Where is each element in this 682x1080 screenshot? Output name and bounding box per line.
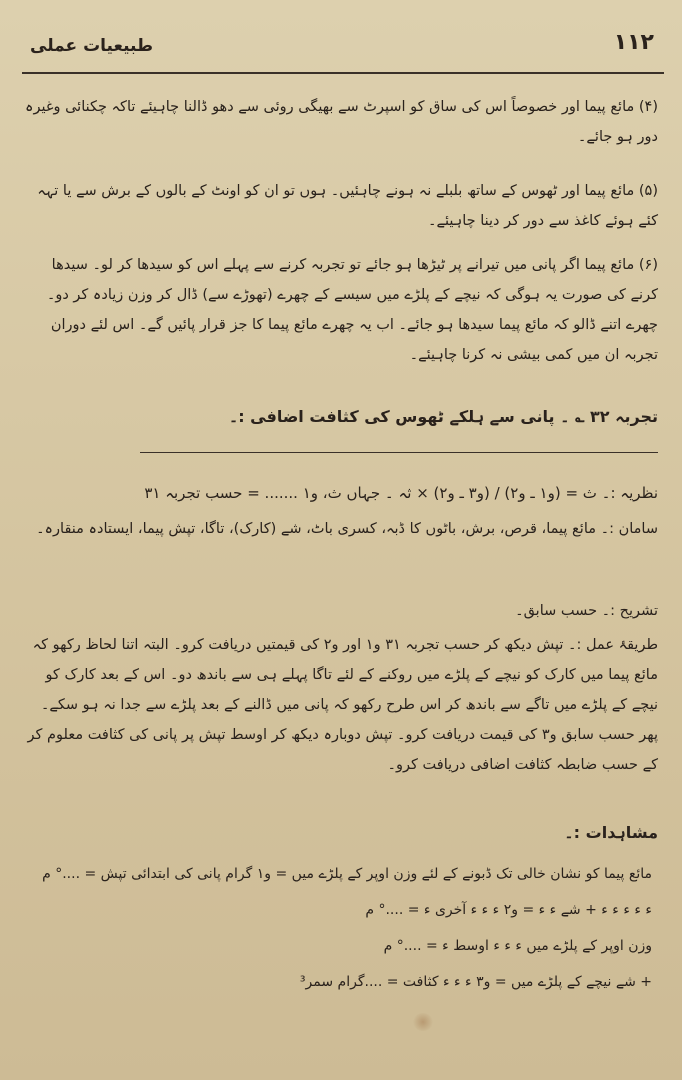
observation-row-3: وزن اوپر کے پلڑے میں ء ء ء اوسط ء = ....° م xyxy=(383,938,652,954)
observation-row-2: ء ء ء ء ء + شے ء ء = و۲ ء ء ء آخری ء = ....° م xyxy=(365,902,652,918)
paragraph-4: (۴) مائع پیما اور خصوصاً اس کی ساق کو اسپرٹ سے بھیگی روئی سے دھو ڈالنا چاہیئے تاکہ چکنائی وغیرہ دور ہو جائے۔ xyxy=(25,99,658,145)
explanation: تشریح :۔ حسب سابق۔ xyxy=(515,603,658,619)
paragraph-6: (۶) مائع پیما اگر پانی میں تیرانے پر ٹیڑھا ہو جائے تو تجربہ کرنے سے پہلے اس کو سیدھا کر لو۔ سیدھا کرنے کی صورت یہ ہوگی کہ نیچے کے پلڑے میں سیسے کے چھرے (تھوڑے سے) ڈال کر وزن زیادہ کر دو۔ چھرے اتنے ڈالو کہ مائع پیما سیدھا ہو جائے۔ اب یہ چھرے مائع پیما کا جز قرار پائیں گے۔ اس لئے دوران تجربہ ان میں کمی بیشی نہ کرنا چاہیئے۔ xyxy=(46,257,658,363)
observations-heading: مشاہدات :۔ xyxy=(564,823,658,842)
apparatus-list: سامان :۔ مائع پیما، قرص، برش، باٹوں کا ڈبہ، کسری باٹ، شے (کارک)، تاگا، تپش پیما، ایستادہ منقارہ۔ xyxy=(36,521,658,537)
page-number: ١١٢ xyxy=(613,30,654,55)
section-rule xyxy=(140,452,658,453)
running-header-title: طبیعیات عملی xyxy=(30,36,153,56)
observation-row-1: مائع پیما کو نشان خالی تک ڈبونے کے لئے وزن اوپر کے پلڑے میں = و۱ گرام پانی کی ابتدائی تپش = ....° م xyxy=(42,866,652,882)
paper-stain xyxy=(413,1013,433,1031)
experiment-heading: تجربہ ۳۲ ؎ ۔ پانی سے ہلکے ٹھوس کی کثافت اضافی :۔ xyxy=(228,407,658,426)
observation-row-4: + شے نیچے کے پلڑے میں = و۳ ء ء ء کثافت = ....گرام سمر³ xyxy=(299,974,652,990)
header-rule xyxy=(22,72,664,74)
method-paragraph: طریقۂ عمل :۔ تپش دیکھ کر حسب تجربہ ۳۱ و۱ اور و۲ کی قیمتیں دریافت کرو۔ البتہ اتنا لحاظ رکھو کہ مائع پیما میں کارک کو نیچے کے پلڑے میں روکنے کے لئے تاگا پہلے ہی سے باندھ دو۔ اس کے بعد کارک کو نیچے کے پلڑے میں تاگے سے باندھ کر اس طرح رکھو کہ پانی میں ڈالنے کے بعد پلڑے سے جدا نہ ہو سکے۔ پھر حسب سابق و۳ کی قیمت دریافت کرو۔ تپش دوبارہ دیکھ کر اوسط تپش پر پانی کی کثافت معلوم کر کے حسب ضابطہ کثافت اضافی دریافت کرو۔ xyxy=(27,637,658,773)
theory-formula: نظریہ :۔ ث = (و۱ ـ و۲) / (و۳ ـ و۲) × ثہ ۔ جہاں ث، و۱ ....... = حسب تجربہ ۳۱ xyxy=(144,484,658,502)
paragraph-5: (۵) مائع پیما اور ٹھوس کے ساتھ بلبلے نہ ہونے چاہئیں۔ ہوں تو ان کو اونٹ کے بالوں کے برش سے یا تہہ کئے ہوئے کاغذ سے دور کر دینا چاہیئے۔ xyxy=(37,183,658,229)
